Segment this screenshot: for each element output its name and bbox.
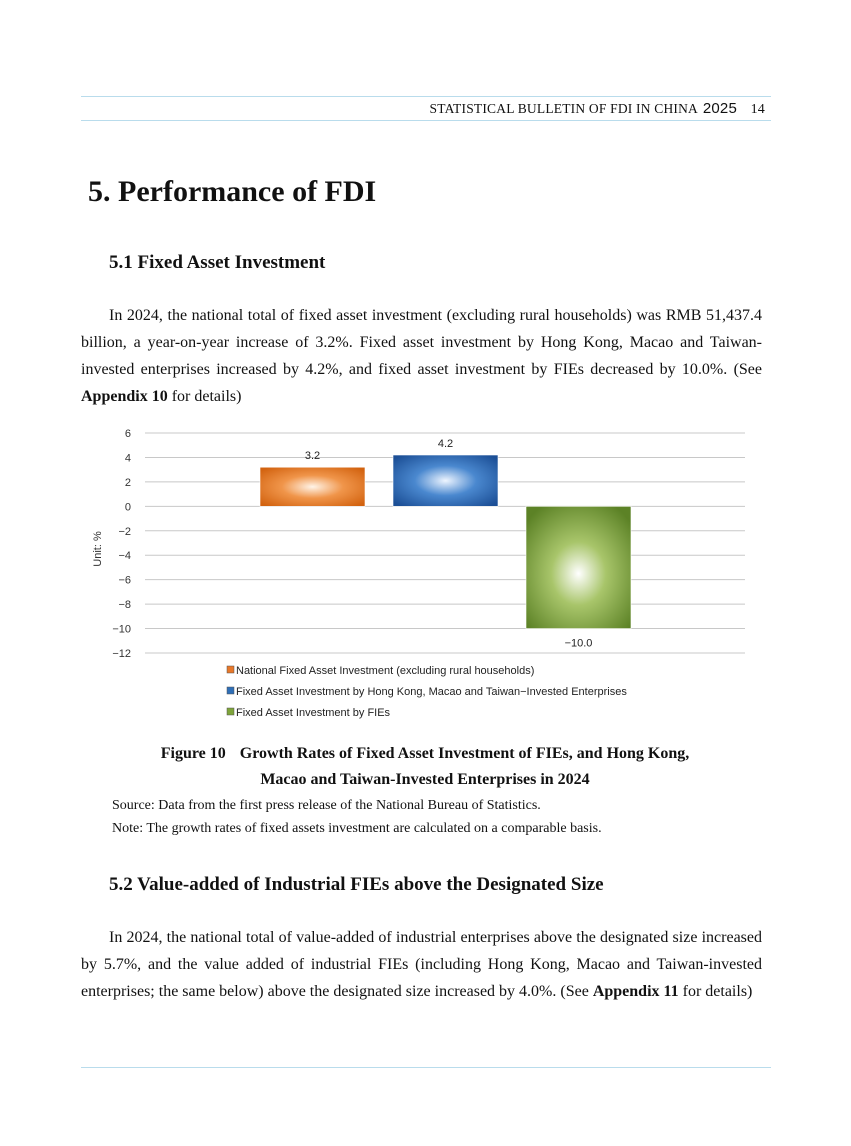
legend-swatch-0 — [227, 666, 234, 673]
data-label-1: 4.2 — [437, 438, 454, 450]
paragraph-text: In 2024, the national total of value-added of industrial enterprises above the designated size increased by 5.7%, and the value added of industrial FIEs (including Hong Kong, Macao and Taiwan-invested enterprises; the same below) above the designated size increased by 4.0%. (See — [81, 929, 762, 1000]
y-tick-label: 6 — [124, 428, 131, 440]
section-title: 5. Performance of FDI — [88, 175, 377, 208]
y-tick-label: −12 — [112, 648, 131, 660]
subsection-heading-5-2: 5.2 Value-added of Industrial FIEs above the Designated Size — [109, 874, 604, 895]
data-label-0: 3.2 — [304, 450, 321, 463]
paragraph-text: In 2024, the national total of fixed asset investment (excluding rural households) was RMB 51,437.4 billion, a year-on-year increase of 3.2%. Fixed asset investment by Hong Kong, Macao and Taiwan-invested enterprises increased by 4.2%, and fixed asset investment by FIEs decreased by 10.0%. (See — [81, 307, 762, 378]
legend-swatch-2 — [227, 708, 234, 715]
chart-container — [85, 423, 765, 728]
legend-label-0: National Fixed Asset Investment (excluding rural households) — [236, 665, 535, 677]
legend-label-2: Fixed Asset Investment by FIEs — [236, 707, 391, 719]
y-tick-label: −4 — [118, 550, 131, 563]
legend-label-1: Fixed Asset Investment by Hong Kong, Macao and Taiwan−Invested Enterprises — [236, 686, 627, 698]
y-tick-label: −6 — [118, 574, 131, 587]
caption-line-1: Growth Rates of Fixed Asset Investment of FIEs, and Hong Kong, — [239, 745, 690, 762]
header-year: 2025 — [702, 100, 738, 117]
y-tick-label: −10 — [112, 623, 131, 636]
paragraph-fixed-asset — [81, 302, 762, 410]
header-rule-bottom — [81, 120, 771, 121]
appendix-reference: Appendix 11 — [592, 983, 679, 1000]
header-title: STATISTICAL BULLETIN OF FDI IN CHINA — [429, 101, 698, 116]
bar-2 — [526, 506, 631, 628]
bar-1 — [393, 455, 498, 506]
data-label-2: −10.0 — [564, 637, 593, 650]
running-header — [430, 98, 765, 120]
y-tick-label: −2 — [118, 525, 131, 538]
source-note: Source: Data from the first press release of the National Bureau of Statistics. — [112, 798, 541, 813]
y-tick-label: 0 — [124, 501, 131, 514]
bar-chart — [85, 423, 765, 728]
footer-rule — [81, 1067, 771, 1068]
subsection-heading-5-1: 5.1 Fixed Asset Investment — [109, 252, 326, 273]
y-tick-label: −8 — [118, 599, 131, 612]
legend-swatch-1 — [227, 687, 234, 694]
bar-0 — [260, 467, 365, 506]
page-number: 14 — [750, 102, 765, 117]
y-tick-label: 4 — [124, 452, 131, 465]
paragraph-value-added — [81, 924, 762, 1005]
figure-label: Figure 10 — [160, 745, 226, 762]
figure-caption — [100, 741, 750, 793]
method-note: Note: The growth rates of fixed assets investment are calculated on a comparable basis. — [112, 821, 602, 836]
paragraph-text-end: for details) — [678, 983, 753, 1000]
header-rule-top — [81, 96, 771, 97]
appendix-reference: Appendix 10 — [81, 388, 168, 405]
y-tick-label: 2 — [124, 476, 131, 489]
y-axis-label: Unit: % — [92, 531, 104, 567]
caption-line-2: Macao and Taiwan-Invested Enterprises in 2024 — [260, 771, 590, 788]
paragraph-text-end: for details) — [167, 388, 242, 405]
